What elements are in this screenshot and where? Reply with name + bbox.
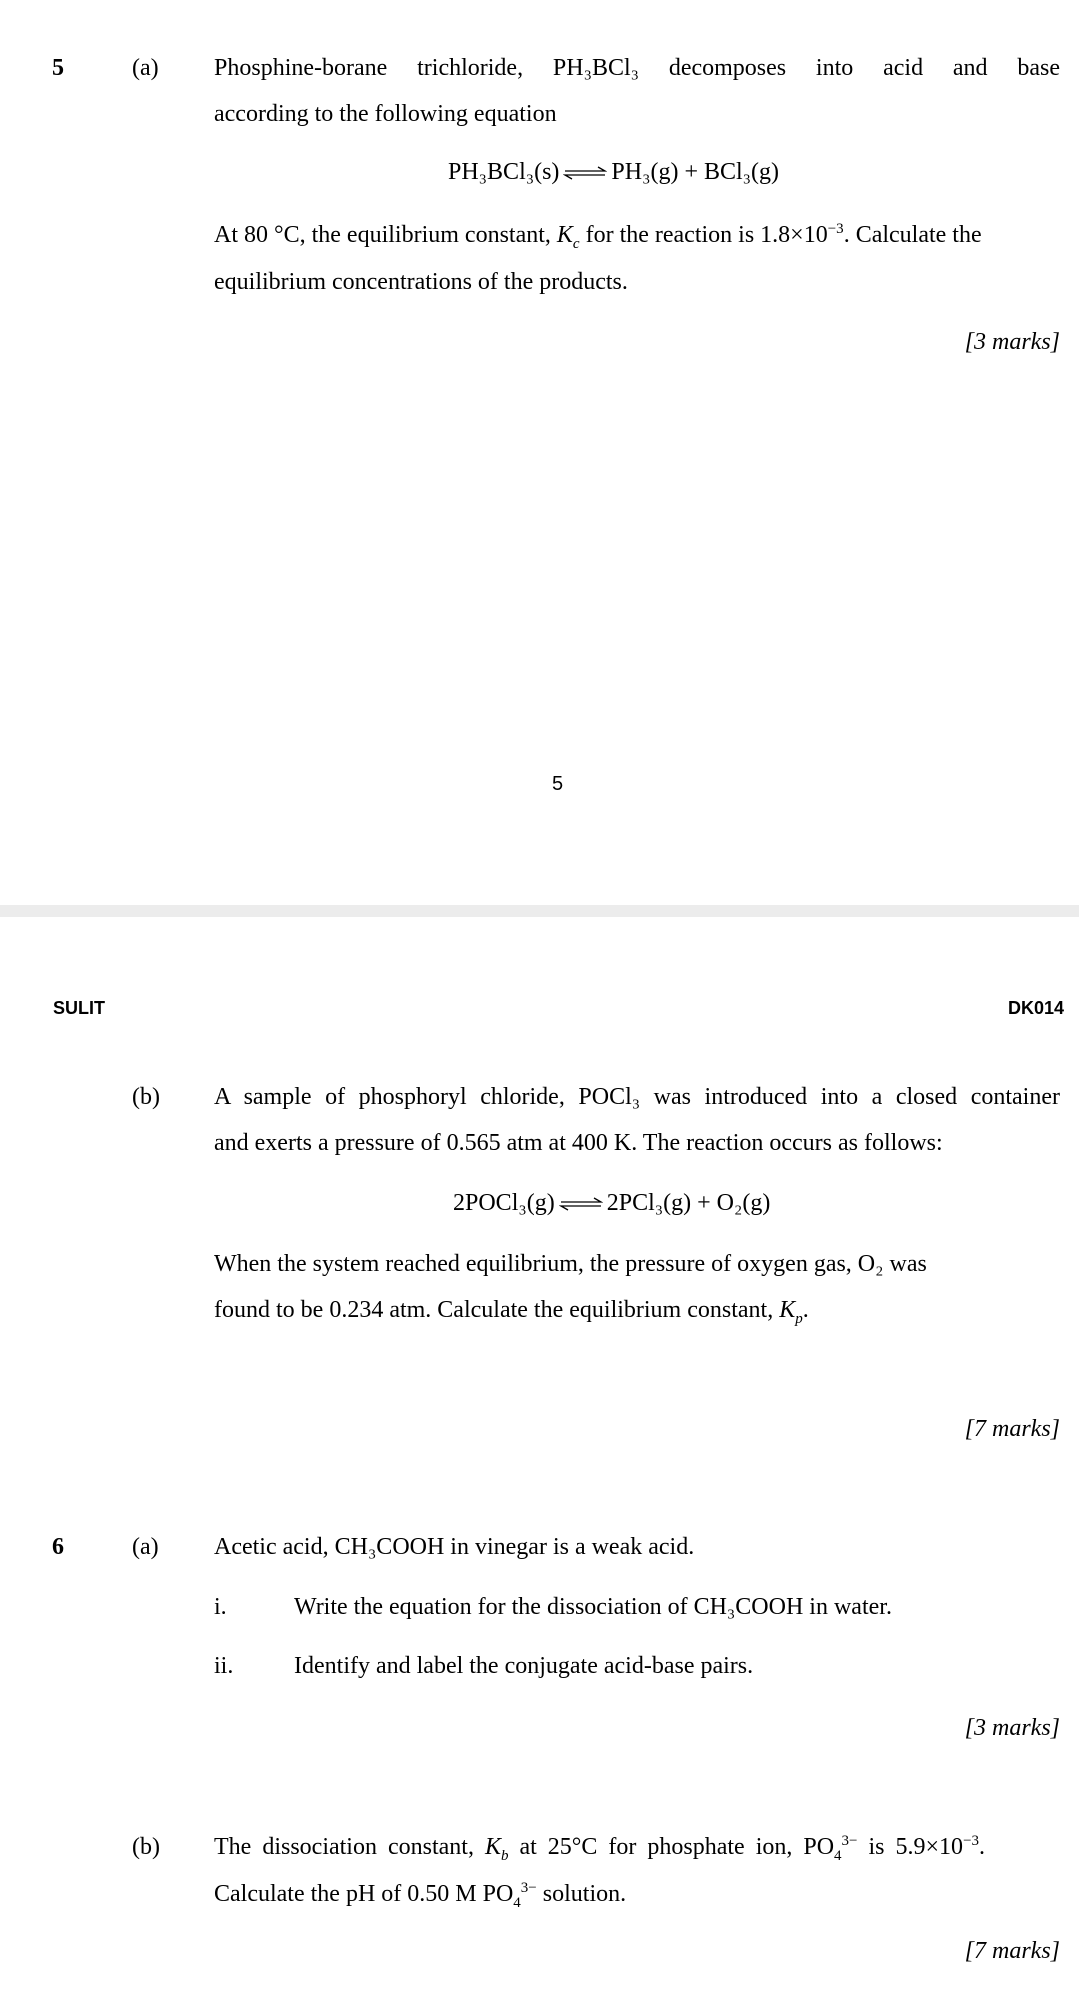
- question-text: according to the following equation: [214, 101, 557, 127]
- k-subscript: c: [572, 235, 580, 252]
- question-text: Phosphine-borane trichloride, PH₃BCl₃ decomposes into acid and base: [214, 55, 1060, 81]
- text: solution.: [536, 1881, 627, 1907]
- superscript: 3−: [841, 1833, 858, 1849]
- k-symbol: K: [556, 222, 573, 248]
- marks-label: [965, 327, 1060, 357]
- subscript: 4: [513, 1894, 521, 1911]
- item-text: Write the equation for the dissociation of CH₃COOH in water.: [294, 1594, 892, 1620]
- question-text: A sample of phosphoryl chloride, POCl₃ was introduced into a closed container: [214, 1084, 1060, 1110]
- question-number: 5: [52, 55, 64, 81]
- k-symbol: K: [484, 1834, 501, 1860]
- chemical-equation: [453, 1188, 770, 1218]
- text: .: [802, 1297, 809, 1323]
- marks-label: [965, 1414, 1060, 1444]
- question-text: equilibrium concentrations of the products.: [214, 269, 628, 295]
- question-number: 6: [52, 1534, 64, 1560]
- marks-text: [3 marks]: [964, 329, 1060, 355]
- text: Calculate the pH of 0.50 M PO: [214, 1881, 514, 1907]
- chemical-equation: [448, 157, 779, 187]
- text: The dissociation constant,: [214, 1834, 485, 1860]
- k-subscript: p: [795, 1310, 803, 1327]
- marks-text: [7 marks]: [964, 1938, 1060, 1964]
- superscript: 3−: [520, 1880, 537, 1896]
- text: is 5.9×10: [857, 1834, 964, 1860]
- text: At 80 °C, the equilibrium constant,: [214, 222, 557, 248]
- k-symbol: K: [779, 1297, 796, 1323]
- page-separator: [0, 905, 1079, 917]
- question-text: [214, 1295, 809, 1325]
- question-text: [214, 220, 1060, 250]
- k-subscript: b: [500, 1847, 509, 1864]
- text: for the reaction is 1.8×10: [579, 222, 828, 248]
- part-label: (b): [132, 1834, 160, 1860]
- equilibrium-arrow-icon: [563, 166, 607, 180]
- marks-text: [7 marks]: [964, 1416, 1060, 1442]
- item-label: ii.: [214, 1653, 234, 1679]
- marks-text: [3 marks]: [964, 1715, 1060, 1741]
- text: found to be 0.234 atm. Calculate the equilibrium constant,: [214, 1297, 780, 1323]
- text: at 25°C for phosphate ion, PO: [508, 1834, 835, 1860]
- part-label: (a): [132, 55, 159, 81]
- text: . Calculate the: [843, 222, 982, 248]
- exponent: −3: [963, 1833, 980, 1849]
- exponent: −3: [827, 221, 844, 237]
- equation-reactants: 2POCl₃(g): [453, 1190, 555, 1216]
- equilibrium-arrow-icon: [559, 1197, 603, 1211]
- question-text: When the system reached equilibrium, the pressure of oxygen gas, O₂ was: [214, 1251, 927, 1277]
- item-label: i.: [214, 1594, 227, 1620]
- equation-reactants: PH₃BCl₃(s): [448, 159, 560, 185]
- page-number: 5: [552, 773, 564, 795]
- equation-products: 2PCl₃(g) + O₂(g): [606, 1190, 771, 1216]
- marks-label: [965, 1713, 1060, 1743]
- question-text: [214, 1879, 626, 1909]
- question-text: Acetic acid, CH₃COOH in vinegar is a weak acid.: [214, 1534, 695, 1560]
- item-text: Identify and label the conjugate acid-base pairs.: [294, 1653, 754, 1679]
- part-label: (b): [132, 1084, 160, 1110]
- text: .: [979, 1834, 986, 1860]
- part-label: (a): [132, 1534, 159, 1560]
- equation-products: PH₃(g) + BCl₃(g): [611, 159, 780, 185]
- question-text: [214, 1832, 1060, 1862]
- question-text: and exerts a pressure of 0.565 atm at 400 K. The reaction occurs as follows:: [214, 1130, 943, 1156]
- subscript: 4: [834, 1847, 842, 1864]
- marks-label: [965, 1936, 1060, 1966]
- header-left: SULIT: [53, 998, 105, 1018]
- header-right: DK014: [1007, 998, 1064, 1018]
